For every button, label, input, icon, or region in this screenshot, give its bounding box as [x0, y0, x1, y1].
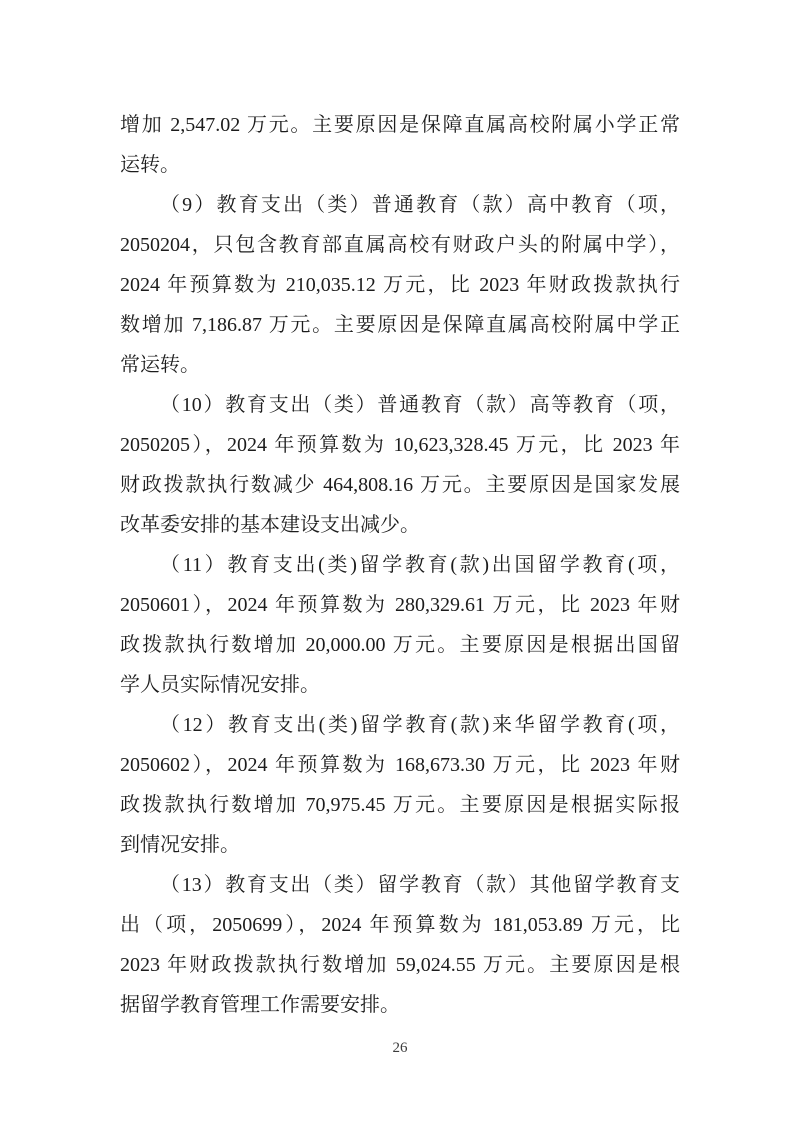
- text-line: （12）教育支出(类)留学教育(款)来华留学教育(项，: [160, 714, 680, 736]
- text-line: （10）教育支出（类）普通教育（款）高等教育（项，: [160, 394, 680, 416]
- text-line: 出（项，2050699），2024 年预算数为 181,053.89 万元，比: [120, 914, 680, 936]
- text-line: 政拨款执行数增加 20,000.00 万元。主要原因是根据出国留: [120, 634, 680, 656]
- document-body: [120, 105, 680, 1025]
- text-line: 2024 年预算数为 210,035.12 万元，比 2023 年财政拨款执行: [120, 274, 680, 296]
- paragraph: [120, 705, 680, 865]
- text-line: （9）教育支出（类）普通教育（款）高中教育（项，: [160, 194, 680, 216]
- text-line: 财政拨款执行数减少 464,808.16 万元。主要原因是国家发展: [120, 474, 680, 496]
- text-line: 到情况安排。: [120, 834, 240, 856]
- text-line: 2023 年财政拨款执行数增加 59,024.55 万元。主要原因是根: [120, 954, 680, 976]
- page-number: 26: [392, 1040, 408, 1056]
- text-line: 常运转。: [120, 354, 200, 376]
- text-line: 2050601），2024 年预算数为 280,329.61 万元，比 2023 年财: [120, 594, 680, 616]
- paragraph: [120, 105, 680, 185]
- paragraph: [120, 185, 680, 385]
- text-line: 2050602），2024 年预算数为 168,673.30 万元，比 2023 年财: [120, 754, 680, 776]
- text-line: （11）教育支出(类)留学教育(款)出国留学教育(项，: [160, 554, 680, 576]
- text-line: 学人员实际情况安排。: [120, 674, 320, 696]
- paragraph: [120, 385, 680, 545]
- text-line: 政拨款执行数增加 70,975.45 万元。主要原因是根据实际报: [120, 794, 680, 816]
- text-line: （13）教育支出（类）留学教育（款）其他留学教育支: [160, 874, 680, 896]
- text-line: 2050205），2024 年预算数为 10,623,328.45 万元，比 2023 年: [120, 434, 680, 456]
- paragraph: [120, 545, 680, 705]
- text-line: 改革委安排的基本建设支出减少。: [120, 514, 420, 536]
- text-line: 运转。: [120, 154, 180, 176]
- text-line: 数增加 7,186.87 万元。主要原因是保障直属高校附属中学正: [120, 314, 680, 336]
- text-line: 2050204，只包含教育部直属高校有财政户头的附属中学），: [120, 234, 680, 256]
- text-line: 据留学教育管理工作需要安排。: [120, 994, 400, 1016]
- text-line: 增加 2,547.02 万元。主要原因是保障直属高校附属小学正常: [120, 114, 680, 136]
- paragraph: [120, 865, 680, 1025]
